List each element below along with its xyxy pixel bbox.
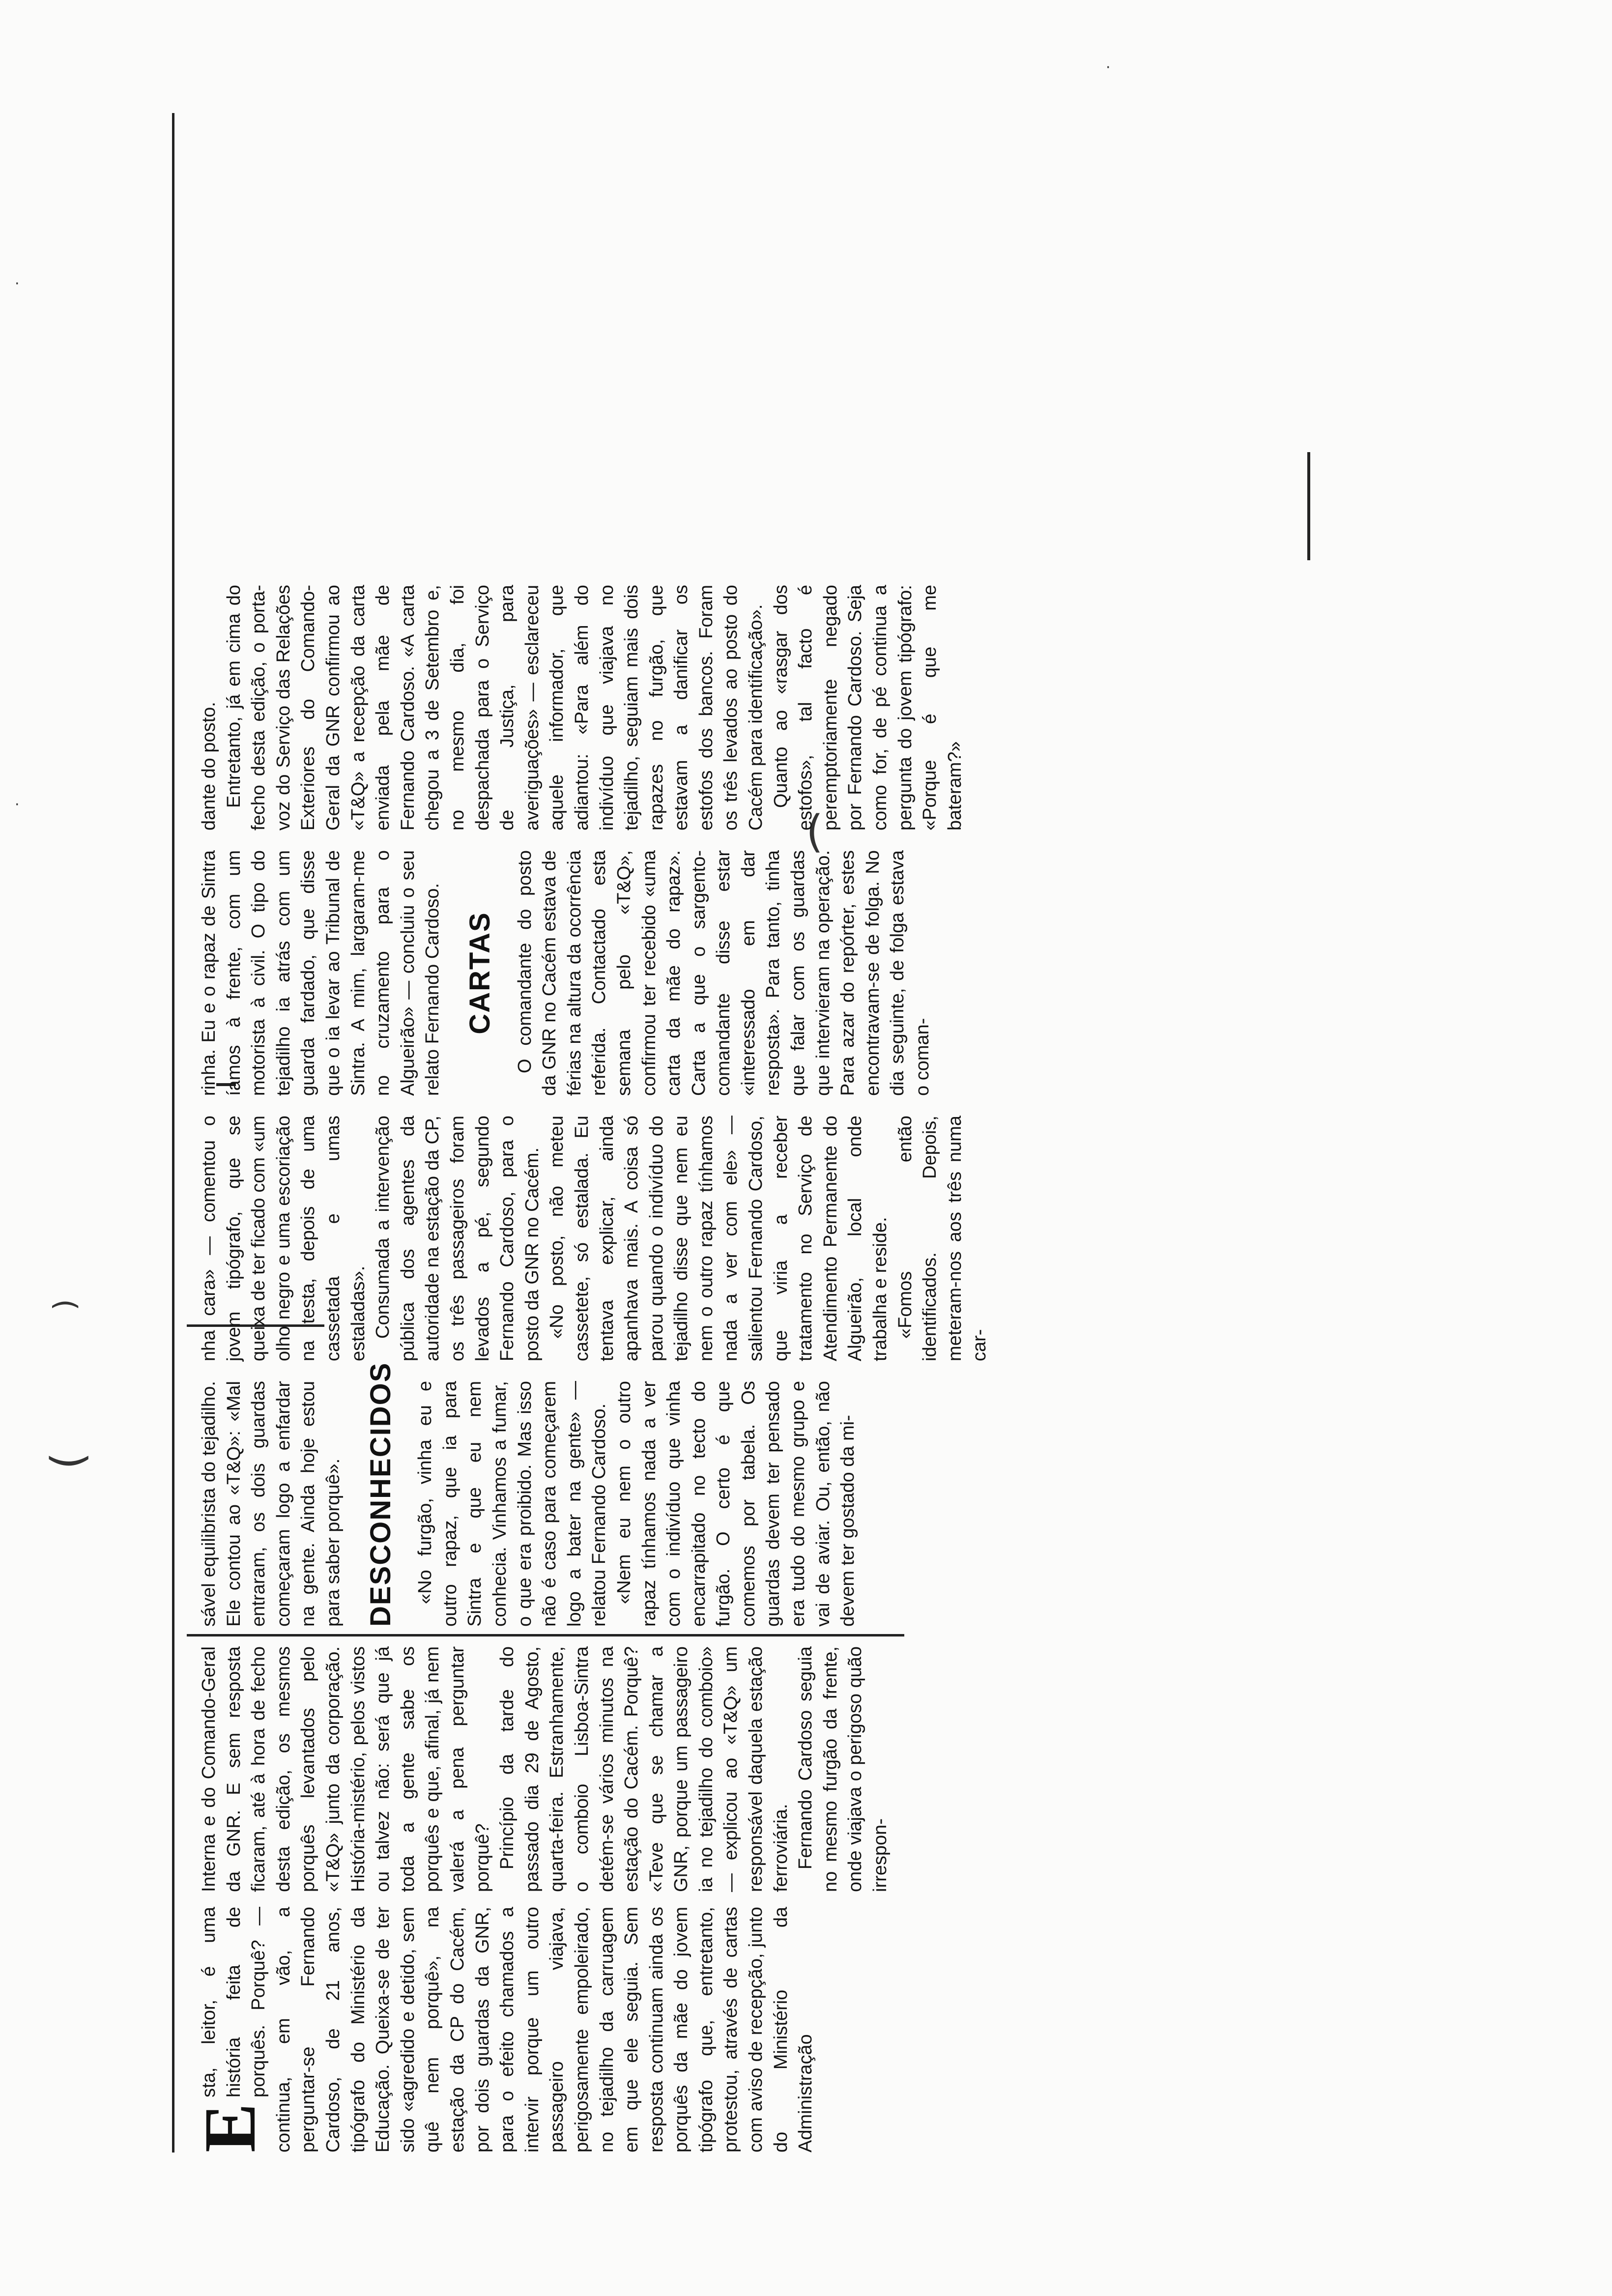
paragraph: Consumada a intervenção pública dos agentes da autoridade na estação da CP, os três passageiros foram levados a pé, segundo Fernando Cardoso, para o posto da GNR no Cacém.	[373, 1116, 543, 1361]
scan-mark-bracket: (	[806, 806, 824, 858]
paragraph: «Nem eu nem o outro rapaz tínhamos nada a ver com o indivíduo que vinha encarrapitado no tecto do furgão. O certo é que comemos por tabela. Os guardas devem ter pensado era tudo do mesmo grupo e vai de aviar. Ou, então, não devem ter gostado da mi-	[613, 1381, 859, 1627]
paragraph: Princípio da tarde do passado dia 29 de Agosto, quarta-feira. Estranhamente, o comboio Lisboa-Sintra detém-se vários minutos na estação do Cacém. Porquê? «Teve que se chamar a GNR, porque um passageiro ia no tejadilho do comboio» — explicou ao «T&Q» um responsável daquela estação ferroviária.	[497, 1646, 791, 1892]
paragraph: «Fomos então identificados. Depois, meteram-nos aos três numa car-	[894, 1116, 990, 1361]
paragraph: O comandante do posto da GNR no Cacém estava de férias na altura da ocorrência referida. Contactado esta semana pelo «T&Q», confirmou ter recebido «uma carta da mãe do rapaz». Carta a que o sargento-comandante disse estar «interessado em dar resposta». Para tanto, tinha que falar com os guardas que intervieram na operação. Para azar do repórter, estes encontravam-se de folga. No dia seguinte, de folga estava o coman-	[514, 850, 933, 1096]
paragraph: rinha. Eu e o rapaz de Sintra íamos à frente, com um motorista à civil. O tipo do tejadilho ia atrás com um guarda fardado, que disse que o ia levar ao Tribunal de Sintra. A mim, largaram-me no cruzamento para o Algueirão» — concluiu o seu relato Fernando Cardoso.	[199, 850, 443, 1096]
scan-mark-curve: (	[42, 1452, 94, 1470]
drop-cap: E	[189, 2103, 271, 2152]
paragraph: «No posto, não meteu cassetete, só estalada. Eu tentava explicar, ainda apanhava mais. A coisa só parou quando o indivíduo do tejadilho disse que nem eu nem o outro rapaz tínhamos nada a ver com ele» — salientou Fernando Cardoso, que viria a receber tratamento no Serviço de Atendimento Permanente do Algueirão, local onde trabalha e reside.	[547, 1116, 891, 1361]
paragraph: sável equilibrista do tejadilho. Ele contou ao «T&Q»: «Mal entraram, os dois guardas começaram logo a enfardar na gente. Ainda hoje estou para saber porquê».	[199, 1381, 344, 1627]
section-heading-desconhecidos: DESCONHECIDOS	[364, 1362, 397, 1627]
article-column-5	[197, 850, 935, 1096]
section-heading-cartas: CARTAS	[463, 912, 496, 1034]
scan-dot: ·	[15, 275, 20, 292]
column-rule	[187, 1634, 904, 1636]
paragraph: Interna e do Comando-Geral da GNR. E sem resposta ficaram, até à hora de fecho desta edição, os mesmos porquês levantados pelo «T&Q» junto da corporação. História-mistério, pelos vistos ou talvez não: será que já toda a gente sabe os porquês e que, afinal, já nem valerá a pena perguntar porquê?	[199, 1646, 493, 1892]
article-end-rule	[1307, 452, 1310, 560]
scan-dot: ·	[15, 796, 20, 813]
article-column-4	[197, 1116, 992, 1361]
article-column-3	[197, 1362, 861, 1627]
paragraph: dante do posto.	[199, 702, 219, 831]
scan-mark-curve-small: )	[47, 1299, 82, 1311]
article-column-1	[189, 1907, 818, 2152]
article-column-2	[197, 1646, 893, 1892]
newspaper-clipping	[187, 113, 1347, 2152]
paragraph: nha cara» — comentou o jovem tipógrafo, que se queixa de ter ficado com «um olho negro e uma escoriação na testa, depois de uma cassetada e umas estaladas».	[199, 1116, 369, 1361]
clipping-left-border	[172, 113, 174, 2152]
paragraph: Entretanto, já em cima do fecho desta edição, o porta-voz do Serviço das Relações Exteriores do Comando-Geral da GNR confirmou ao «T&Q» a recepção da carta enviada pela mãe de Fernando Cardoso. «A carta chegou a 3 de Setembro e, no mesmo dia, foi despachada para o Serviço de Justiça, para averiguações» — esclareceu aquele informador, que adiantou: «Para além do indivíduo que viajava no tejadilho, seguiam mais dois rapazes no furgão, que estavam a danificar os estofos dos bancos. Foram os três levados ao posto do Cacém para identificação».	[223, 585, 767, 831]
paragraph: «No furgão, vinha eu e outro rapaz, que ia para Sintra e que eu nem conhecia. Vinhamos a fumar, o que era proibido. Mas isso não é caso para começarem logo a bater na gente» — relatou Fernando Cardoso.	[415, 1381, 610, 1627]
scan-dot: ·	[1106, 59, 1111, 76]
paragraph: Quanto ao «rasgar dos estofos», tal facto é peremptoriamente negado por Fernando Cardoso. Seja como for, de pé continua a pergunta do jovem tipógrafo: «Porque é que me bateram?»	[770, 585, 965, 831]
article-column-6	[197, 585, 967, 831]
article-lead-paragraph: E sta, leitor, é uma história feita de porquês. Porquê? — continua, em vão, a perguntar-se Fernando Cardoso, de 21 anos, tipógrafo do Ministério da Educação. Queixa-se de ter sido «agredido e detido, sem quê nem porquê», na estação da CP do Cacém, por dois guardas da GNR, para o efeito chamados a intervir porque um outro passageiro viajava, perigosamente empoleirado, no tejadilho da carruagem em que ele seguia. Sem resposta continuam ainda os porquês da mãe do jovem tipógrafo que, entretanto, protestou, através de cartas com aviso de recepção, junto do Ministério da Administração	[189, 1907, 816, 2152]
paragraph: Fernando Cardoso seguia no mesmo furgão da frente, onde viajava o perigoso quão irrespon-	[795, 1646, 891, 1892]
